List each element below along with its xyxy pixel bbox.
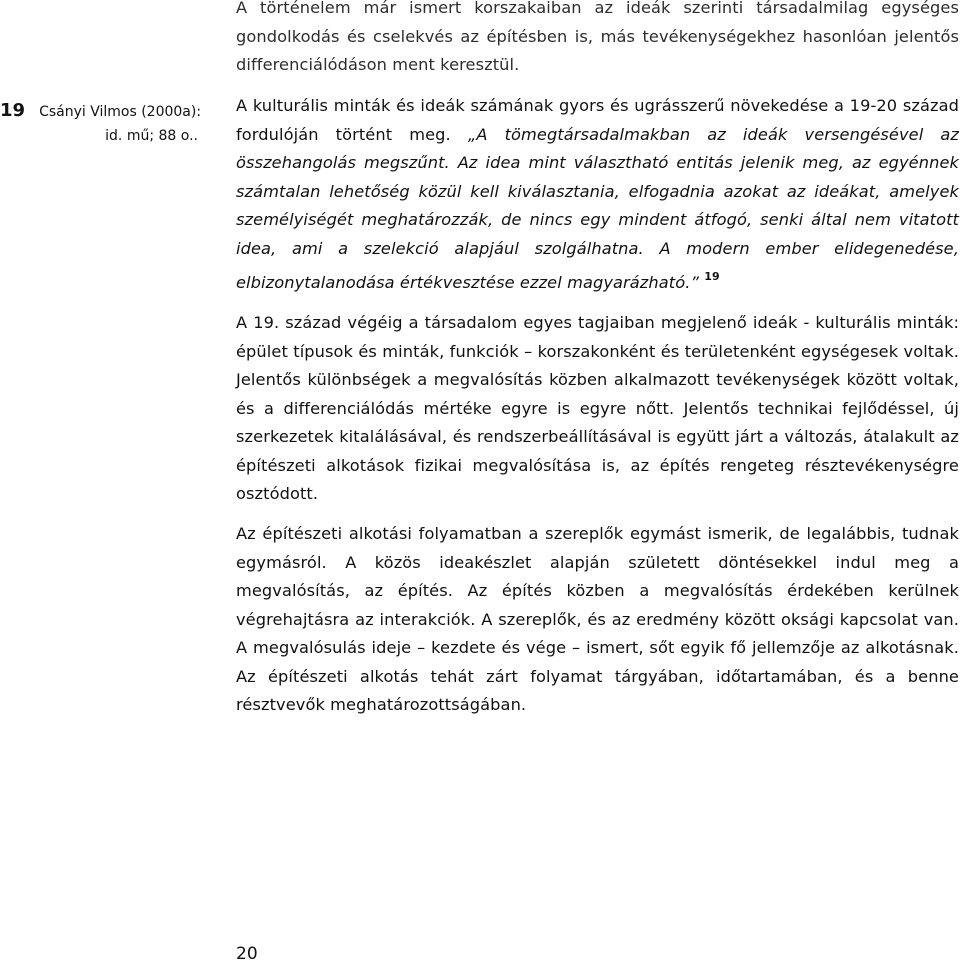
paragraph-3: A 19. század végéig a társadalom egyes tagjaiban megjelenő ideák - kulturális minták: épület típusok és minták, funkciók – korszakonként és területenként egységesek voltak. Jelentős különbségek a megvalósítás közben alkalmazott tevékenységek között voltak, és a differenciálódás mértéke egyre is egyre nőtt. Jelentős technikai fejlődéssel, új szerkezetek kitalálásával, és rendszerbeállításával is együtt járt a változás, átalakult az építészeti alkotások fizikai megvalósítása is, az építés rengeteg résztevékenységre osztódott. (236, 313, 959, 503)
paragraph-2-intro: A kulturális minták és ideák számának gyors és ugrásszerű növekedése a 19-20 század fordulóján történt meg. (236, 96, 959, 144)
footnote-citation-line2: id. mű; 88 o.. (105, 128, 198, 144)
paragraph-4: Az építészeti alkotási folyamatban a szereplők egymást ismerik, de legalábbis, tudnak egymásról. A közös ideakészlet alapján született döntésekkel indul meg a megvalósítás, az építés. Az építés közben a megvalósítás érdekében kerülnek végrehajtásra az interakciók. A szereplők, és az eredmény között oksági kapcsolat van. A megvalósulás ideje – kezdete és vége – ismert, sőt egyik fő jellemzője az alkotásnak. Az építészeti alkotás tehát zárt folyamat tárgyában, időtartamában, és a benne résztvevők meghatározottságában. (236, 524, 959, 714)
footnote-citation-line1: Csányi Vilmos (2000a): (39, 104, 202, 120)
footnote-sidenote (0, 99, 210, 148)
paragraph-1: A történelem már ismert korszakaiban az ideák szerinti társadalmilag egységes gondolkodás és cselekvés az építésben is, más tevékenységekhez hasonlóan jelentős differenciálódáson ment keresztül. (236, 0, 959, 74)
paragraph-2 (236, 92, 959, 298)
paragraph-2-quote: „A tömegtársadalmakban az ideák versengésével az összehangolás megszűnt. Az idea mint választható entitás jelenik meg, az egyénnek számtalan lehetőség közül kell kiválasztania, elfogadnia azokat az ideákat, amelyek személyiségét meghatározzák, de nincs egy mindent átfogó, senki által nem vitatott idea, ami a szelekció alapjául szolgálhatna. A modern ember elidegenedése, elbizonytalanodása értékvesztése ezzel magyarázható.” (236, 124, 960, 292)
footnote-number: 19 (0, 100, 26, 121)
page-number: 20 (236, 944, 258, 964)
footnote-reference: 19 (704, 270, 720, 283)
